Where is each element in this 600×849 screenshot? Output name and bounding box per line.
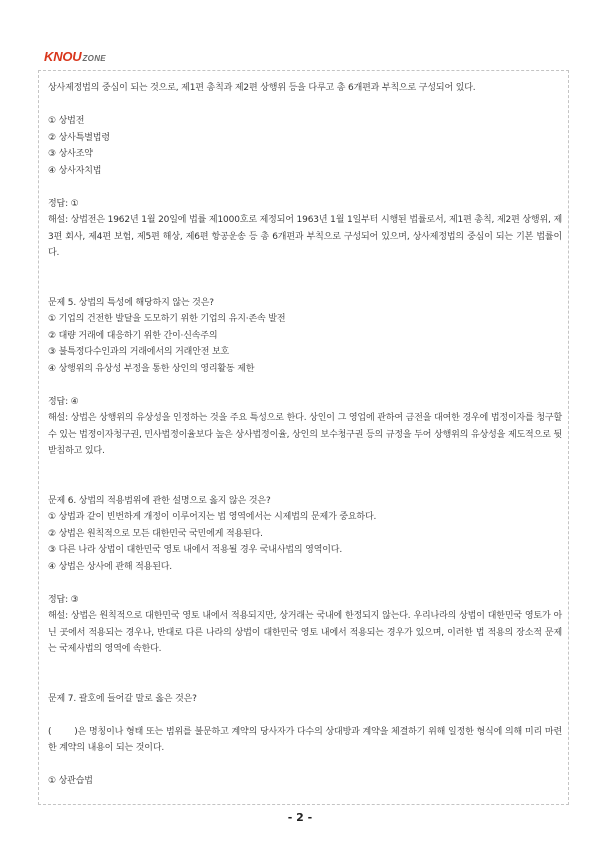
q4-option: ④ 상사자치법 <box>48 165 102 176</box>
spacer <box>48 460 562 493</box>
q4-option: ② 상사특별법령 <box>48 132 110 143</box>
q4-explanation: 해설: 상법전은 1962년 1월 20일에 법률 제1000호로 제정되어 1963년 1월 1일부터 시행된 법률로서, 제1편 총칙, 제2편 상행위, 제3편 회사, 제4편 보험, 제5편 해상, 제6편 항공운송 등 총 6개편과 부칙으로 구성되어 있으며, 상사제정법의 중심이 되는 기본 법률이다. <box>48 215 562 258</box>
spacer <box>48 575 562 592</box>
q7-question: ( )은 명칭이나 형태 또는 범위를 불문하고 계약의 당사자가 다수의 상대방과 계약을 체결하기 위해 일정한 형식에 의해 미리 마련한 계약의 내용이 되는 것이다. <box>48 726 562 753</box>
q5-option: ② 대량 거래에 대응하기 위한 간이·신속주의 <box>48 330 218 341</box>
q5-title: 문제 5. 상법의 특성에 해당하지 않는 것은? <box>48 297 214 308</box>
spacer <box>48 377 562 394</box>
q5-option: ④ 상행위의 유상성 부정을 통한 상인의 영리활동 제한 <box>48 363 255 374</box>
q4-option: ① 상법전 <box>48 116 85 126</box>
intro-text: 상사제정법의 중심이 되는 것으로, 제1편 총칙과 제2편 상행위 등을 다루고 총 6개편과 부칙으로 구성되어 있다. <box>48 83 476 93</box>
spacer <box>48 262 562 295</box>
q6-option: ① 상법과 같이 빈번하게 개정이 이루어지는 법 영역에서는 시제법의 문제가 중요하다. <box>48 512 377 522</box>
q5-option: ③ 불특정다수인과의 거래에서의 거래안전 보호 <box>48 347 230 357</box>
q7-title: 문제 7. 괄호에 들어갈 말로 옳은 것은? <box>48 693 197 704</box>
spacer <box>48 658 562 691</box>
q7-option: ① 상관습법 <box>48 776 93 786</box>
page-content <box>48 80 562 790</box>
logo-main-text: KNOU <box>44 49 82 64</box>
q6-option: ④ 상법은 상사에 관해 적용된다. <box>48 561 173 572</box>
logo-sub-text: ZONE <box>82 54 106 63</box>
q4-option: ③ 상사조약 <box>48 149 93 159</box>
q4-answer: 정답: ① <box>48 198 79 209</box>
q6-option: ② 상법은 원칙적으로 모든 대한민국 국민에게 적용된다. <box>48 528 263 539</box>
q5-explanation: 해설: 상법은 상행위의 유상성을 인정하는 것을 주요 특성으로 한다. 상인이 그 영업에 관하여 금전을 대여한 경우에 법정이자를 청구할 수 있는 법정이자청구권, 민사법정이율보다 높은 상사법정이율, 상인의 보수청구권 등의 규정을 두어 상행위의 유상성을 제도적으로 뒷받침하고 있다. <box>48 413 562 456</box>
q6-option: ③ 다른 나라 상법이 대한민국 영토 내에서 적용될 경우 국내사법의 영역이다. <box>48 545 343 555</box>
q5-option: ① 기업의 건전한 발달을 도모하기 위한 기업의 유지·존속 발전 <box>48 314 286 324</box>
spacer <box>48 179 562 196</box>
knouzone-logo <box>44 49 106 69</box>
spacer <box>48 757 562 774</box>
spacer <box>48 97 562 114</box>
q6-title: 문제 6. 상법의 적용범위에 관한 설명으로 옳지 않은 것은? <box>48 495 271 506</box>
spacer <box>48 707 562 724</box>
q6-answer: 정답: ③ <box>48 594 79 605</box>
page-number: - 2 - <box>287 811 313 824</box>
q5-answer: 정답: ④ <box>48 396 79 407</box>
q6-explanation: 해설: 상법은 원칙적으로 대한민국 영토 내에서 적용되지만, 상거래는 국내에 한정되지 않는다. 우리나라의 상법이 대한민국 영토가 아닌 곳에서 적용되는 경우나, 반대로 다른 나라의 상법이 대한민국 영토 내에서 적용되는 경우가 있으며, 이러한 법 적용의 장소적 문제는 국제사법의 영역에 속한다. <box>48 611 562 654</box>
